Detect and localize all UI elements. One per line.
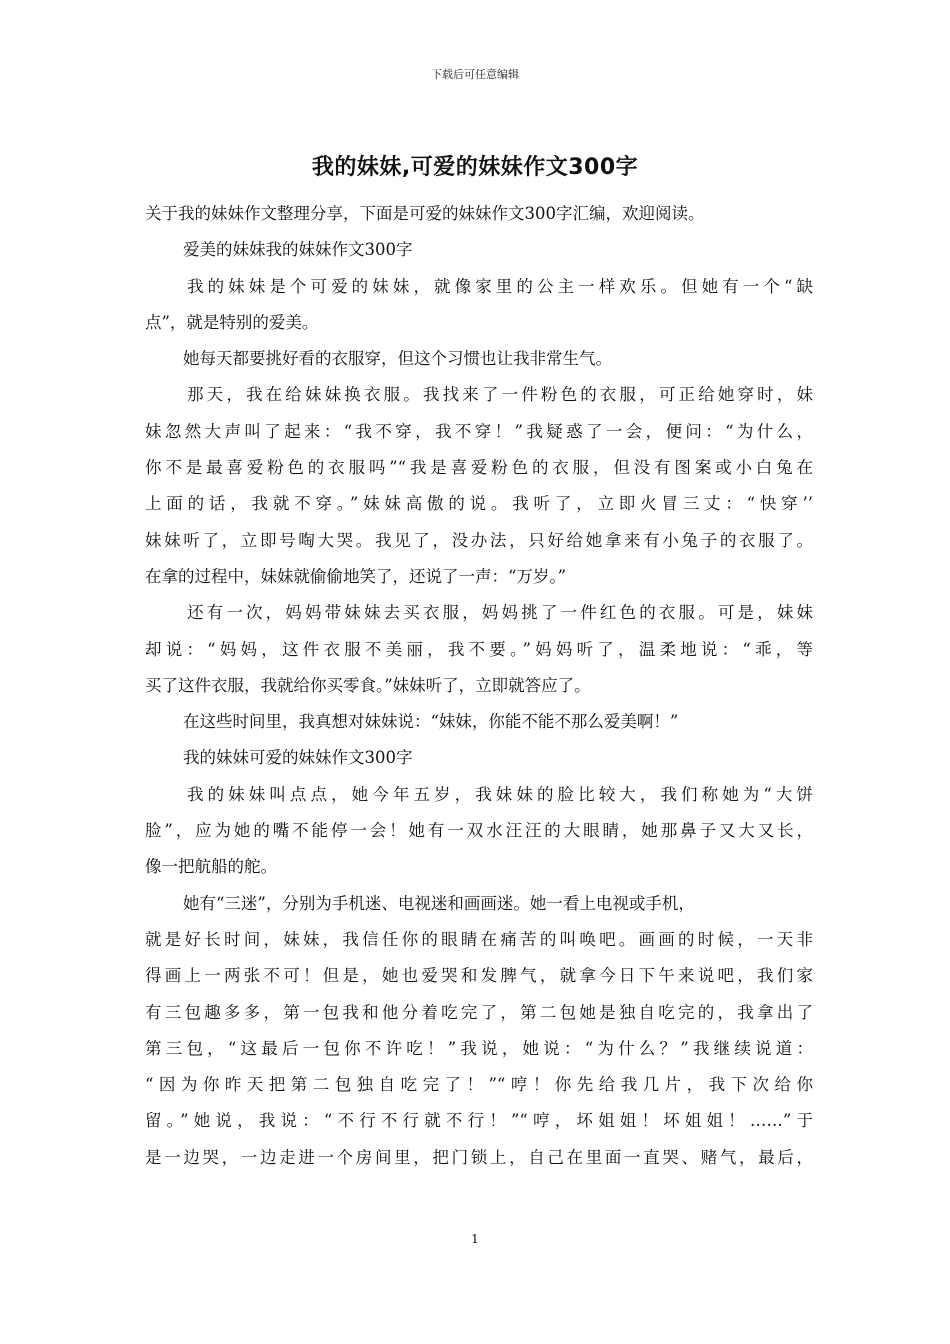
text-line: 还有一次，妈妈带妹妹去买衣服，妈妈挑了一件红色的衣服。可是，妹妹	[187, 603, 813, 623]
document-body	[145, 196, 813, 1176]
text-line: 有三包趣多多，第一包我和他分着吃完了，第二包她是独自吃完的，我拿出了	[145, 1002, 813, 1022]
text-line: 妹妹听了，立即号啕大哭。我见了，没办法，只好给她拿来有小兔子的衣服了。	[145, 530, 813, 550]
text-line: 你不是最喜爱粉色的衣服吗”“我是喜爱粉色的衣服，但没有图案或小白兔在	[145, 458, 813, 478]
text-line: 像一把航船的舵。	[145, 857, 277, 877]
text-line: 就是好长时间，妹妹，我信任你的眼睛在痛苦的叫唤吧。画画的时候，一天非	[145, 929, 813, 949]
text-line: “因为你昨天把第二包独自吃完了！”“哼！你先给我几片，我下次给你	[145, 1075, 813, 1095]
text-line: 我的妹妹叫点点，她今年五岁，我妹妹的脸比较大，我们称她为“大饼	[187, 784, 813, 804]
text-line: 我的妹妹是个可爱的妹妹，就像家里的公主一样欢乐。但她有一个“缺	[187, 276, 813, 296]
text-line: 妹忽然大声叫了起来：“我不穿，我不穿！”我疑惑了一会，便问：“为什么，	[145, 421, 813, 441]
text-line: 关于我的妹妹作文整理分享，下面是可爱的妹妹作文300字汇编，欢迎阅读。	[145, 204, 705, 223]
text-line: 是一边哭，一边走进一个房间里，把门锁上，自己在里面一直哭、赌气，最后，	[145, 1147, 813, 1167]
text-line: 点”，就是特别的爱美。	[145, 312, 319, 332]
text-line: 在这些时间里，我真想对妹妹说：“妹妹，你能不能不那么爱美啊！”	[183, 712, 679, 732]
text-line: 上面的话，我就不穿。”妹妹高傲的说。我听了，立即火冒三丈：“快穿’’	[145, 494, 813, 514]
text-line: 却说：“妈妈，这件衣服不美丽，我不要。”妈妈听了，温柔地说：“乖，等	[145, 639, 813, 659]
text-line: 留。”她说，我说：“不行不行就不行！”“哼，坏姐姐！坏姐姐！……”于	[145, 1111, 813, 1131]
text-line: 在拿的过程中，妹妹就偷偷地笑了，还说了一声：“万岁。”	[145, 566, 567, 586]
text-line: 脸”，应为她的嘴不能停一会！她有一双水汪汪的大眼睛，她那鼻子又大又长，	[145, 821, 813, 841]
text-line: 得画上一两张不可！但是，她也爱哭和发脾气，就拿今日下午来说吧，我们家	[145, 966, 813, 986]
page-number: 1	[471, 1232, 479, 1246]
text-line: 买了这件衣服，我就给你买零食。”妹妹听了，立即就答应了。	[145, 675, 591, 695]
text-line: 第三包，“这最后一包你不许吃！”我说，她说：“为什么？”我继续说道：	[145, 1038, 813, 1058]
document-title: 我的妹妹,可爱的妹妹作文300字	[311, 155, 639, 180]
text-line: 她有“三迷”，分别为手机迷、电视迷和画画迷。她一看上电视或手机，	[183, 893, 695, 913]
text-line: 我的妹妹可爱的妹妹作文300字	[183, 748, 413, 768]
text-line: 她每天都要挑好看的衣服穿，但这个习惯也让我非常生气。	[183, 349, 612, 369]
page-header: 下载后可任意编辑	[431, 68, 519, 81]
text-line: 爱美的妹妹我的妹妹作文300字	[183, 240, 413, 260]
text-line: 那天，我在给妹妹换衣服。我找来了一件粉色的衣服，可正给她穿时，妹	[187, 385, 813, 405]
